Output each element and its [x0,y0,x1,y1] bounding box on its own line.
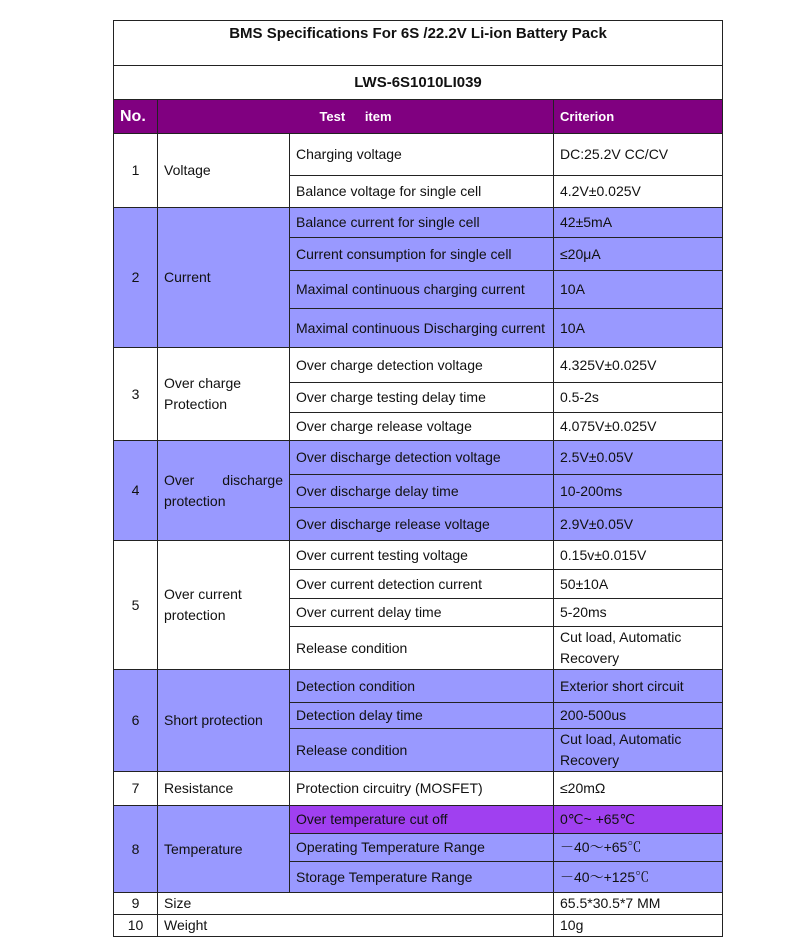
test-item: Charging voltage [290,134,554,176]
model-number: LWS-6S1010LI039 [114,66,723,100]
criterion-value: 10A [554,309,723,348]
table-row [114,541,723,570]
criterion-value: 0.5-2s [554,383,723,413]
table-row [114,893,723,915]
group-name: Resistance [158,772,290,806]
criterion-value: 4.325V±0.025V [554,348,723,383]
test-item: Balance current for single cell [290,208,554,238]
criterion-value: 0℃~ +65℃ [554,806,723,834]
criterion-value: 5-20ms [554,599,723,627]
table-row [114,915,723,937]
test-item: Current consumption for single cell [290,238,554,271]
test-item: Over charge release voltage [290,413,554,441]
group-number: 7 [114,772,158,806]
test-item: Operating Temperature Range [290,834,554,862]
criterion-value: 42±5mA [554,208,723,238]
test-item: Maximal continuous Discharging current [290,309,554,348]
group-number: 8 [114,806,158,893]
table-title: BMS Specifications For 6S /22.2V Li-ion Battery Pack [114,21,723,66]
group-number: 4 [114,441,158,541]
group-name: Over discharge protection [158,441,290,541]
criterion-value: Cut load, Automatic Recovery [554,729,723,772]
table-row [114,441,723,475]
test-item: Balance voltage for single cell [290,176,554,208]
criterion-value: 65.5*30.5*7 MM [554,893,723,915]
test-item: Over temperature cut off [290,806,554,834]
group-name: Current [158,208,290,348]
test-item: Over current detection current [290,570,554,599]
row-name: Size [158,893,554,915]
criterion-value: 2.5V±0.05V [554,441,723,475]
test-item: Maximal continuous charging current [290,271,554,309]
group-number: 5 [114,541,158,670]
criterion-value: 10-200ms [554,475,723,508]
criterion-value: 0.15v±0.015V [554,541,723,570]
criterion-value: 50±10A [554,570,723,599]
table-row [114,670,723,703]
table-row [114,134,723,176]
test-item: Over current delay time [290,599,554,627]
row-number: 9 [114,893,158,915]
test-item: Over discharge detection voltage [290,441,554,475]
bms-spec-table [113,20,723,937]
test-item: Release condition [290,729,554,772]
criterion-value: 2.9V±0.05V [554,508,723,541]
criterion-value: 4.075V±0.025V [554,413,723,441]
group-name: Temperature [158,806,290,893]
criterion-value: －40～+65℃ [554,834,723,862]
group-number: 3 [114,348,158,441]
table-row [114,806,723,834]
test-item: Detection delay time [290,703,554,729]
group-name: Short protection [158,670,290,772]
table-row [114,348,723,383]
criterion-value: 10A [554,271,723,309]
criterion-value: 200-500us [554,703,723,729]
criterion-value: Exterior short circuit [554,670,723,703]
header-no: No. [114,100,158,134]
criterion-value: DC:25.2V CC/CV [554,134,723,176]
group-name: Over current protection [158,541,290,670]
criterion-value: 4.2V±0.025V [554,176,723,208]
group-number: 2 [114,208,158,348]
criterion-value: ≤20μA [554,238,723,271]
criterion-value: Cut load, Automatic Recovery [554,627,723,670]
group-number: 1 [114,134,158,208]
row-name: Weight [158,915,554,937]
test-item: Over charge testing delay time [290,383,554,413]
test-item: Release condition [290,627,554,670]
row-number: 10 [114,915,158,937]
test-item: Over discharge delay time [290,475,554,508]
test-item: Storage Temperature Range [290,862,554,893]
header-criterion: Criterion [554,100,723,134]
table-row [114,772,723,806]
test-item: Over discharge release voltage [290,508,554,541]
test-item: Protection circuitry (MOSFET) [290,772,554,806]
criterion-value: 10g [554,915,723,937]
group-number: 6 [114,670,158,772]
group-name: Voltage [158,134,290,208]
test-item: Over current testing voltage [290,541,554,570]
group-name: Over charge Protection [158,348,290,441]
test-item: Detection condition [290,670,554,703]
table-row [114,208,723,238]
header-test-item: Test item [158,100,554,134]
test-item: Over charge detection voltage [290,348,554,383]
criterion-value: ≤20mΩ [554,772,723,806]
criterion-value: －40～+125℃ [554,862,723,893]
